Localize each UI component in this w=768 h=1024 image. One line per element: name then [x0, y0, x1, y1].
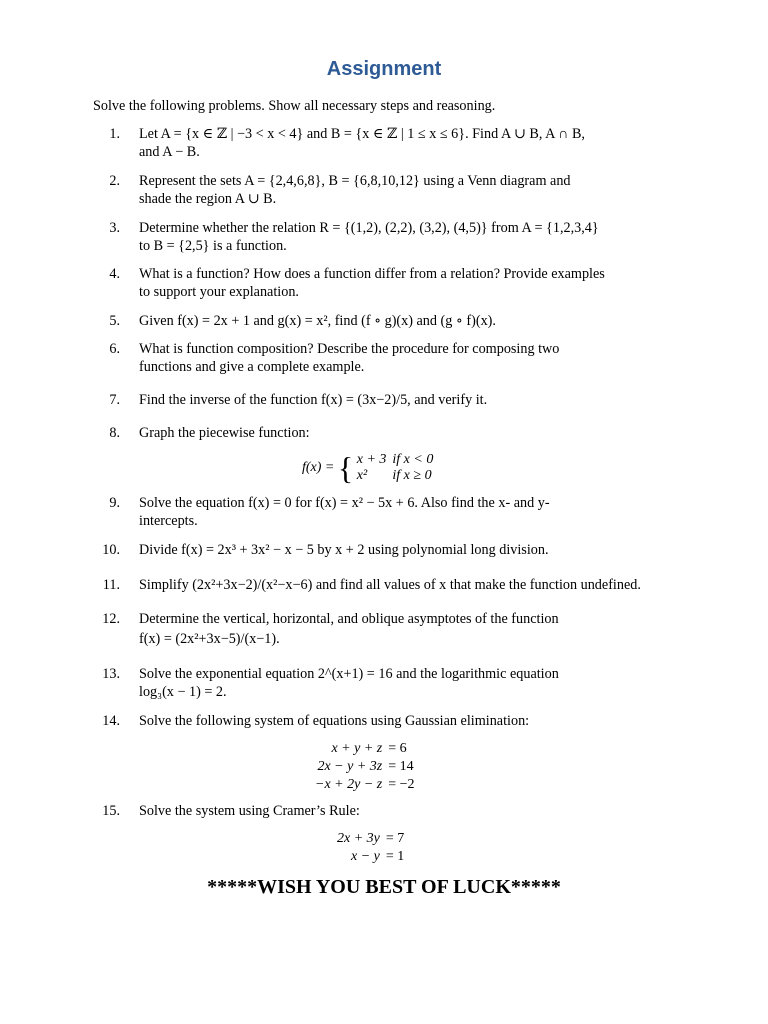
problem-text-line1: Represent the sets A = {2,4,6,8}, B = {6,8,10,12} using a Venn diagram and	[139, 173, 571, 189]
equation-row	[334, 848, 407, 866]
problem-number: 6.	[109, 341, 120, 357]
problem-text-line1: Solve the system using Cramer’s Rule:	[139, 803, 360, 819]
problem-number: 2.	[109, 173, 120, 189]
problem-text-line1: Solve the exponential equation 2^(x+1) = 16 and the logarithmic equation	[139, 666, 559, 682]
equation-rhs: = 14	[388, 759, 414, 774]
problem-text-line1: What is a function? How does a function differ from a relation? Provide examples	[139, 266, 605, 282]
problem-number: 11.	[102, 577, 120, 593]
problem-text-line2: to B = {2,5} is a function.	[139, 238, 287, 254]
problem-number: 12.	[102, 611, 120, 627]
equation-rhs: = 6	[388, 741, 407, 756]
problem-text-line2: log₃(x − 1) = 2.	[139, 684, 227, 700]
problem-number: 8.	[109, 425, 120, 441]
equation-row	[312, 740, 418, 758]
equation-rhs: = 7	[385, 831, 405, 846]
problem-text-line2: and A − B.	[139, 144, 200, 160]
problem-text-line1: Solve the equation f(x) = 0 for f(x) = x² − 5x + 6. Also find the x- and y-	[139, 495, 550, 511]
equation-row	[312, 758, 418, 776]
equation-lhs: x − y	[351, 849, 380, 864]
equation-rhs: = −2	[388, 777, 415, 792]
problem-text-line2: to support your explanation.	[139, 284, 299, 300]
problem-number: 5.	[109, 313, 120, 329]
problem-text-line2: shade the region A ∪ B.	[139, 191, 277, 207]
equation-lhs: x + y + z	[331, 741, 383, 756]
problem-text-line1: Graph the piecewise function:	[139, 425, 310, 441]
case2-condition: if x ≥ 0	[392, 468, 432, 483]
problem-number: 1.	[109, 126, 120, 142]
piecewise-lhs: f(x) =	[302, 460, 335, 476]
problem-text-line1: Given f(x) = 2x + 1 and g(x) = x², find (f ∘ g)(x) and (g ∘ f)(x).	[139, 313, 496, 329]
problem-number: 10.	[102, 542, 120, 558]
equation-rhs: = 1	[385, 849, 405, 864]
problem-text-line1: Divide f(x) = 2x³ + 3x² − x − 5 by x + 2 using polynomial long division.	[139, 542, 549, 558]
problem-number: 13.	[102, 666, 120, 682]
problem-number: 9.	[109, 495, 120, 511]
case1-expression: x + 3	[356, 452, 387, 467]
instructions: Solve the following problems. Show all necessary steps and reasoning.	[93, 98, 496, 114]
equation-lhs: 2x + 3y	[337, 831, 380, 846]
equation-system-14	[312, 740, 418, 794]
problem-text-line1: What is function composition? Describe the procedure for composing two	[139, 341, 560, 357]
equation-row	[334, 830, 407, 848]
problem-text-line2: functions and give a complete example.	[139, 359, 365, 375]
case2-expression: x²	[356, 468, 368, 483]
problem-text-line1: Determine whether the relation R = {(1,2), (2,2), (3,2), (4,5)} from A = {1,2,3,4}	[139, 220, 599, 236]
piecewise-cases	[357, 452, 440, 484]
problem-text-line1: Solve the following system of equations using Gaussian elimination:	[139, 713, 530, 729]
equation-row	[312, 776, 418, 794]
closing-message: *****WISH YOU BEST OF LUCK*****	[207, 876, 561, 898]
problem-number: 4.	[109, 266, 120, 282]
equation-lhs: −x + 2y − z	[315, 777, 383, 792]
problem-text-line2: intercepts.	[139, 513, 198, 529]
page-title: Assignment	[326, 58, 442, 80]
problem-text-line1: Simplify (2x²+3x−2)/(x²−x−6) and find all values of x that make the function undefined.	[139, 577, 641, 593]
problem-number: 3.	[109, 220, 120, 236]
case1-condition: if x < 0	[392, 452, 434, 467]
problem-text-line2: f(x) = (2x²+3x−5)/(x−1).	[139, 631, 280, 647]
problem-text-line1: Find the inverse of the function f(x) = (3x−2)/5, and verify it.	[139, 392, 488, 408]
problem-text-line1: Let A = {x ∈ ℤ | −3 < x < 4} and B = {x ∈ ℤ | 1 ≤ x ≤ 6}. Find A ∪ B, A ∩ B,	[139, 126, 585, 142]
problem-text-line1: Determine the vertical, horizontal, and oblique asymptotes of the function	[139, 611, 559, 627]
left-brace-glyph: {	[337, 450, 354, 486]
problem-number: 15.	[102, 803, 120, 819]
equation-system-15	[334, 830, 407, 866]
problem-number: 14.	[102, 713, 120, 729]
piecewise-function	[302, 452, 439, 484]
equation-lhs: 2x − y + 3z	[317, 759, 383, 774]
problem-number: 7.	[109, 392, 120, 408]
